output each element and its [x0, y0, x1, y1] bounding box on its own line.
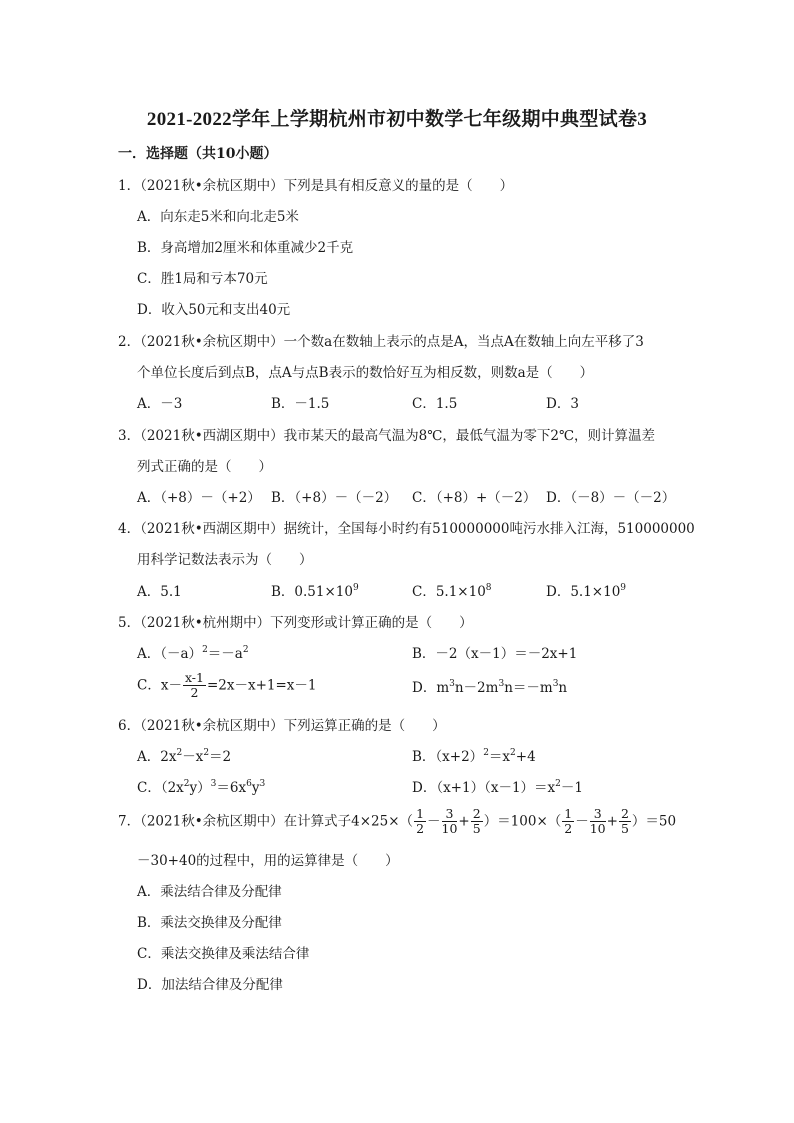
q7-option-a: A．乘法结合律及分配律: [137, 884, 282, 900]
q1-option-b: B．身高增加2厘米和体重减少2千克: [137, 240, 354, 256]
q7-stem-line1: 7．（2021秋•余杭区期中）在计算式子4×25×（ $\frac{1}{2}$ － $\frac{3}{10}$ + $\frac{2}{5}$ ）＝100×（ $\frac{1}{2}$ － $\frac{3}{10}$ + $\frac{2}{5}$ ）＝50: [118, 806, 677, 836]
q7-fraction-3-10: $\frac{3}{10}$: [441, 806, 458, 836]
q7-option-b: B．乘法交换律及分配律: [137, 915, 282, 931]
exam-title: 2021-2022学年上学期杭州市初中数学七年级期中典型试卷3: [146, 109, 648, 130]
section-heading: 一．选择题（共10小题）: [118, 146, 278, 162]
q7-option-d: D．加法结合律及分配律: [137, 977, 283, 993]
q5-stem: 5．（2021秋•杭州期中）下列变形或计算正确的是（ ）: [118, 615, 473, 631]
q5-option-c: C．x－ $\frac{x-1}{2}$ =2x－x+1=x－1: [137, 670, 317, 700]
q1-option-a: A．向东走5米和向北走5米: [137, 209, 299, 225]
q2-option-d: D．3: [546, 396, 579, 412]
q6-option-a: A．$2x^2-x^2=2$: [137, 748, 232, 765]
q1-stem: 1．（2021秋•余杭区期中）下列是具有相反意义的量的是（ ）: [118, 178, 514, 194]
q2-option-c: C．1.5: [412, 396, 458, 412]
q7-fraction-2-5-b: $\frac{2}{5}$: [620, 806, 629, 836]
q2-stem-line1: 2．（2021秋•余杭区期中）一个数a在数轴上表示的点是A，当点A在数轴上向左平移了3: [118, 334, 644, 350]
q7-fraction-3-10-b: $\frac{3}{10}$: [589, 806, 606, 836]
q3-option-c: C．（+8）+（－2）: [412, 490, 537, 506]
q2-option-b: B．－1.5: [271, 396, 330, 412]
q6-option-b: B．$(x+2)^2=x^2+4$: [412, 748, 536, 765]
q4-stem-line2: 用科学记数法表示为（ ）: [137, 552, 313, 568]
q4-option-d: D．$5.1\times 10^9$: [546, 583, 627, 600]
q1-option-d: D．收入50元和支出40元: [137, 302, 291, 318]
q7-option-c: C．乘法交换律及乘法结合律: [137, 946, 310, 962]
q4-stem-line1: 4．（2021秋•西湖区期中）据统计，全国每小时约有510000000吨污水排入江海，510000000: [118, 521, 695, 537]
q3-option-b: B．（+8）－（－2）: [271, 490, 398, 506]
q6-option-c: C．$(2x^2y)^3=6x^6y^3$: [137, 779, 266, 796]
q1-option-c: C．胜1局和亏本70元: [137, 271, 268, 287]
q4-option-b: B．$0.51\times 10^9$: [271, 583, 359, 600]
q5-option-d: D．$m^3n-2m^3n=-m^3n$: [412, 679, 568, 696]
q5-option-a: A．$(-a)^2=-a^2$: [137, 645, 249, 662]
q7-fraction-1-2: $\frac{1}{2}$: [416, 806, 425, 836]
q7-fraction-2-5: $\frac{2}{5}$: [472, 806, 481, 836]
q2-option-a: A．－3: [137, 396, 183, 412]
q4-option-a: A．5.1: [137, 584, 182, 600]
q3-option-d: D．（－8）－（－2）: [546, 490, 676, 506]
q4-option-c: C．$5.1\times 10^8$: [412, 583, 492, 600]
q7-stem-line2: －30+40的过程中，用的运算律是（ ）: [137, 853, 399, 869]
q5-fraction: $\frac{x-1}{2}$: [184, 670, 204, 700]
q3-option-a: A．（+8）－（+2）: [137, 490, 261, 506]
q6-option-d: D．$(x+1)(x-1)=x^2-1$: [412, 779, 583, 796]
q2-stem-line2: 个单位长度后到点B，点A与点B表示的数恰好互为相反数，则数a是（ ）: [137, 365, 594, 381]
q3-stem-line1: 3．（2021秋•西湖区期中）我市某天的最高气温为8℃，最低气温为零下2℃，则计算温差: [118, 428, 656, 444]
q3-stem-line2: 列式正确的是（ ）: [137, 459, 272, 475]
q6-stem: 6．（2021秋•余杭区期中）下列运算正确的是（ ）: [118, 718, 446, 734]
q5-option-b: B．－2（x－1）＝－2x+1: [412, 646, 578, 662]
q7-fraction-1-2-b: $\frac{1}{2}$: [564, 806, 573, 836]
